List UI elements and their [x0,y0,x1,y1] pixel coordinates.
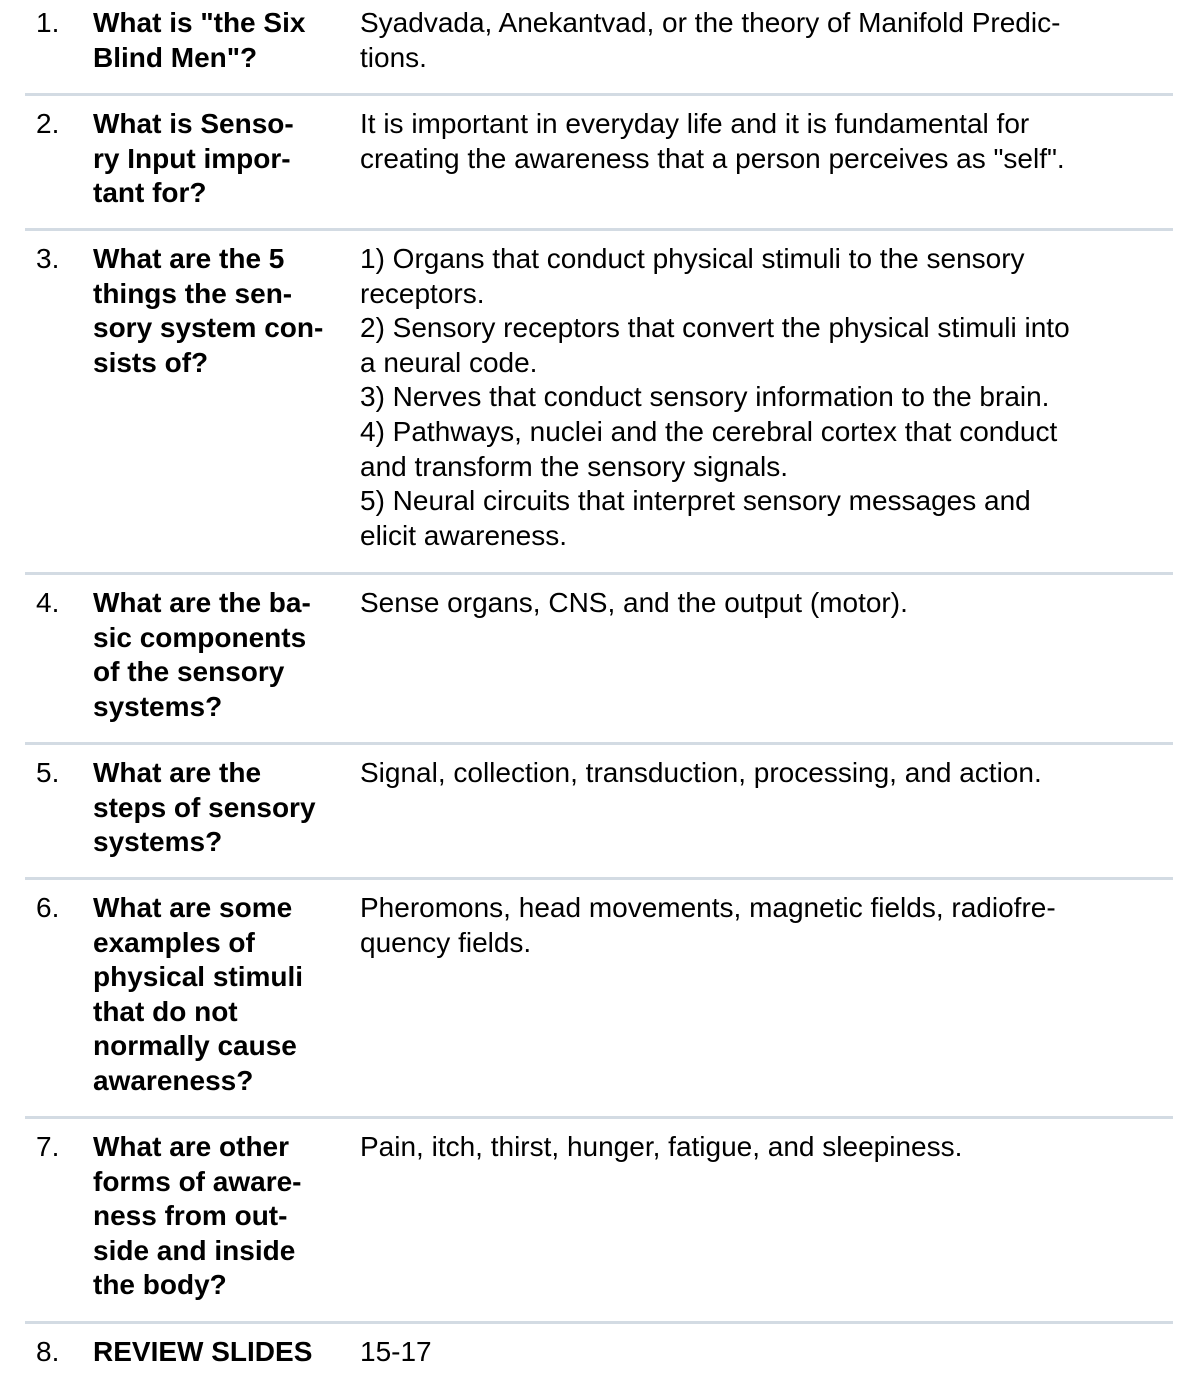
card-term: What are other forms of aware- ness from out- side and inside the body? [93,1131,302,1301]
card-term: What are the ba- sic components of the sensory systems? [93,587,311,722]
card-divider [25,228,1173,231]
card-definition: Sense organs, CNS, and the output (motor). [360,587,908,618]
card-definition: It is important in everyday life and it is fundamental for creating the awareness that a person perceives as "self". [360,108,1065,174]
card-number: 7. [36,1131,60,1162]
card-term: What is "the Six Blind Men"? [93,7,306,73]
card-divider [25,877,1173,880]
card-number: 8. [36,1336,60,1367]
card-definition: 1) Organs that conduct physical stimuli to the sensory receptors. 2) Sensory receptors that convert the physical stimuli into a neural code. 3) Nerves that conduct sensory information to the brain. 4) Pathways, nuclei and the cerebral cortex that conduct and transform the sensory signals. 5) Neural circuits that interpret sensory messages and elicit awareness. [360,243,1070,551]
card-number: 3. [36,243,60,274]
card-definition: Signal, collection, transduction, processing, and action. [360,757,1042,788]
card-divider [25,1116,1173,1119]
card-term: REVIEW SLIDES [93,1336,313,1367]
card-term: What are the steps of sensory systems? [93,757,316,858]
card-definition: Pheromons, head movements, magnetic fields, radiofre- quency fields. [360,892,1056,958]
card-divider [25,93,1173,96]
card-term: What are the 5 things the sen- sory system con- sists of? [93,243,324,378]
card-number: 4. [36,587,60,618]
card-number: 6. [36,892,60,923]
card-divider [25,1321,1173,1324]
card-definition: Syadvada, Anekantvad, or the theory of Manifold Predic- tions. [360,7,1061,73]
card-number: 5. [36,757,60,788]
card-definition: 15-17 [360,1336,432,1367]
card-term: What is Senso- ry Input impor- tant for? [93,108,294,209]
card-number: 1. [36,7,60,38]
card-divider [25,742,1173,745]
card-term: What are some examples of physical stimuli that do not normally cause awareness? [93,892,304,1096]
card-divider [25,572,1173,575]
card-definition: Pain, itch, thirst, hunger, fatigue, and sleepiness. [360,1131,963,1162]
card-number: 2. [36,108,60,139]
